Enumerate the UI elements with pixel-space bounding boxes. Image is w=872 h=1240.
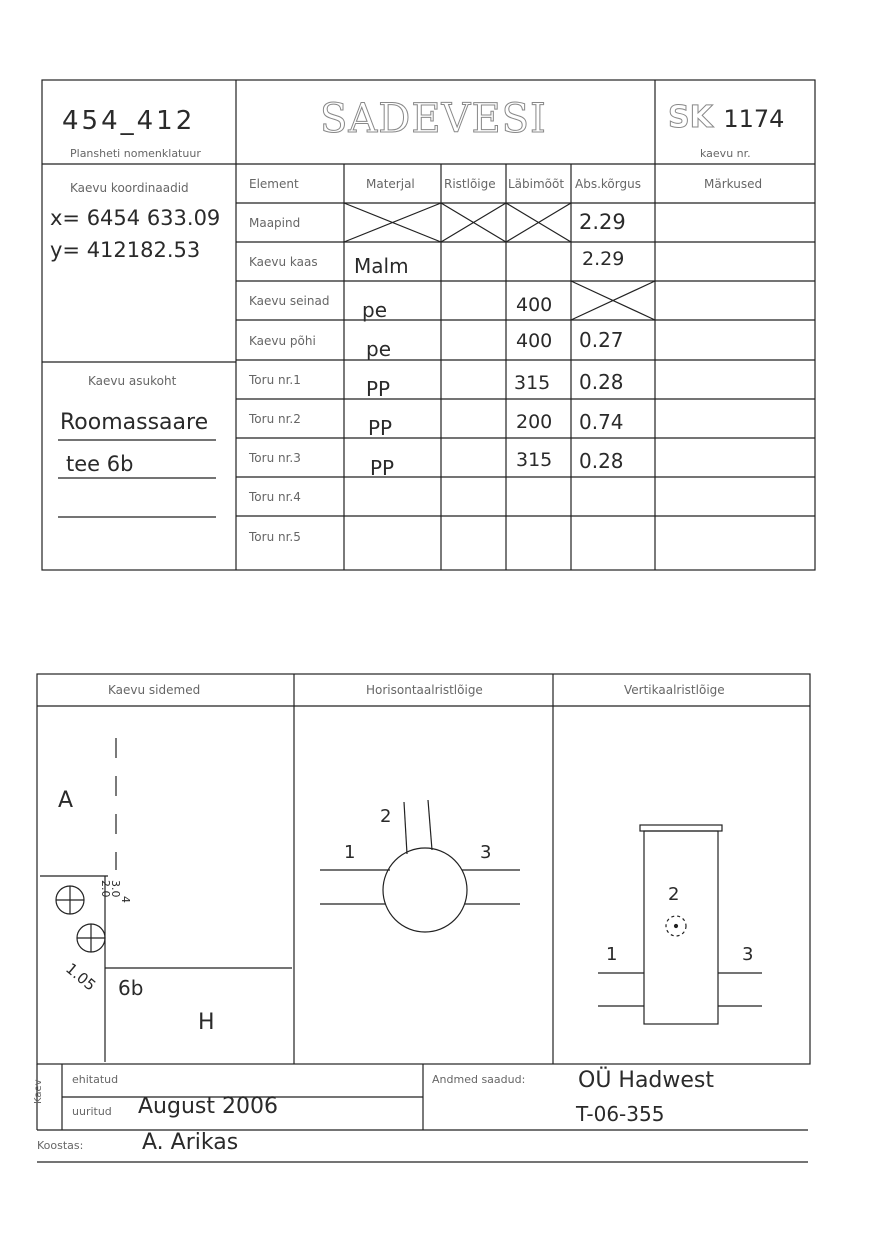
nomenclature-label: Plansheti nomenklatuur — [70, 147, 201, 160]
header-vertikaalristloige: Vertikaalristlõige — [624, 683, 725, 697]
vertical-pipe-1: 1 — [606, 944, 618, 965]
row-element: Toru nr.1 — [249, 373, 301, 387]
header-ristloige: Ristlõige — [444, 177, 496, 191]
row-abs: 0.28 — [579, 370, 624, 394]
row-element: Toru nr.3 — [249, 451, 301, 465]
row-labimoot: 315 — [516, 449, 553, 471]
ehitatud-label: ehitatud — [72, 1073, 119, 1086]
vertical-pipe-2: 2 — [668, 884, 680, 905]
horizontal-pipe-1: 1 — [344, 842, 356, 863]
row-labimoot: 400 — [516, 294, 553, 316]
header-horisontaalristloige: Horisontaalristlõige — [366, 683, 483, 697]
sk-number: 1174 — [723, 105, 785, 133]
row-abs: 0.27 — [579, 328, 624, 352]
row-element: Toru nr.4 — [249, 490, 301, 504]
row-materjal: Malm — [354, 254, 409, 278]
andmed-value-1: OÜ Hadwest — [578, 1068, 715, 1093]
row-element: Toru nr.5 — [249, 530, 301, 544]
horizontal-pipe-2: 2 — [380, 806, 392, 827]
location-line1: Roomassaare — [60, 410, 209, 435]
sketch-dim: 3.0 — [109, 880, 122, 898]
header-abs: Abs.kõrgus — [575, 177, 641, 191]
nomenclature-value: 454_412 — [62, 106, 196, 136]
row-element: Maapind — [249, 216, 301, 230]
header-labimoot: Läbimõõt — [508, 177, 565, 191]
coord-x: x= 6454 633.09 — [50, 206, 221, 230]
footer-group-label: Kaev — [33, 1079, 44, 1104]
row-element: Kaevu põhi — [249, 334, 316, 348]
koostas-label: Koostas: — [37, 1139, 84, 1152]
row-labimoot: 200 — [516, 411, 553, 433]
row-materjal: PP — [370, 456, 395, 480]
uuritud-value: August 2006 — [138, 1094, 278, 1119]
form-title: SADEVESI — [320, 96, 547, 142]
koostas-value: A. Arikas — [142, 1130, 239, 1155]
sketch-label-6b: 6b — [118, 976, 144, 1000]
andmed-value-2: T-06-355 — [576, 1102, 665, 1126]
row-materjal: PP — [368, 416, 393, 440]
coord-y: y= 412182.53 — [50, 238, 201, 262]
row-labimoot: 315 — [514, 372, 551, 394]
row-materjal: PP — [366, 377, 391, 401]
location-label: Kaevu asukoht — [88, 374, 177, 388]
sk-prefix: SK — [668, 100, 713, 135]
sketch-label-h: H — [198, 1010, 215, 1035]
kaevu-nr-label: kaevu nr. — [700, 147, 751, 160]
sketch-label-105: 1.05 — [62, 959, 100, 995]
horizontal-pipe-3: 3 — [480, 842, 492, 863]
row-element: Kaevu kaas — [249, 255, 318, 269]
andmed-label: Andmed saadud: — [432, 1073, 526, 1086]
coords-label: Kaevu koordinaadid — [70, 181, 189, 195]
vertical-pipe-3: 3 — [742, 944, 754, 965]
sketch-label-a: A — [58, 788, 74, 813]
row-materjal: pe — [362, 298, 387, 322]
row-abs: 2.29 — [582, 248, 625, 270]
uuritud-label: uuritud — [72, 1105, 112, 1118]
row-abs: 2.29 — [579, 210, 626, 234]
sketch-dim: 4 — [119, 896, 132, 903]
row-element: Toru nr.2 — [249, 412, 301, 426]
sketch-dim: 2.0 — [99, 880, 112, 898]
header-kaevu-sidemed: Kaevu sidemed — [108, 683, 201, 697]
location-line2: tee 6b — [66, 452, 134, 476]
row-abs: 0.74 — [579, 410, 624, 434]
header-element: Element — [249, 177, 299, 191]
row-labimoot: 400 — [516, 330, 553, 352]
header-markused: Märkused — [704, 177, 763, 191]
row-abs: 0.28 — [579, 449, 624, 473]
header-materjal: Materjal — [366, 177, 415, 191]
sk-block — [668, 100, 784, 135]
row-materjal: pe — [366, 337, 391, 361]
row-element: Kaevu seinad — [249, 294, 330, 308]
